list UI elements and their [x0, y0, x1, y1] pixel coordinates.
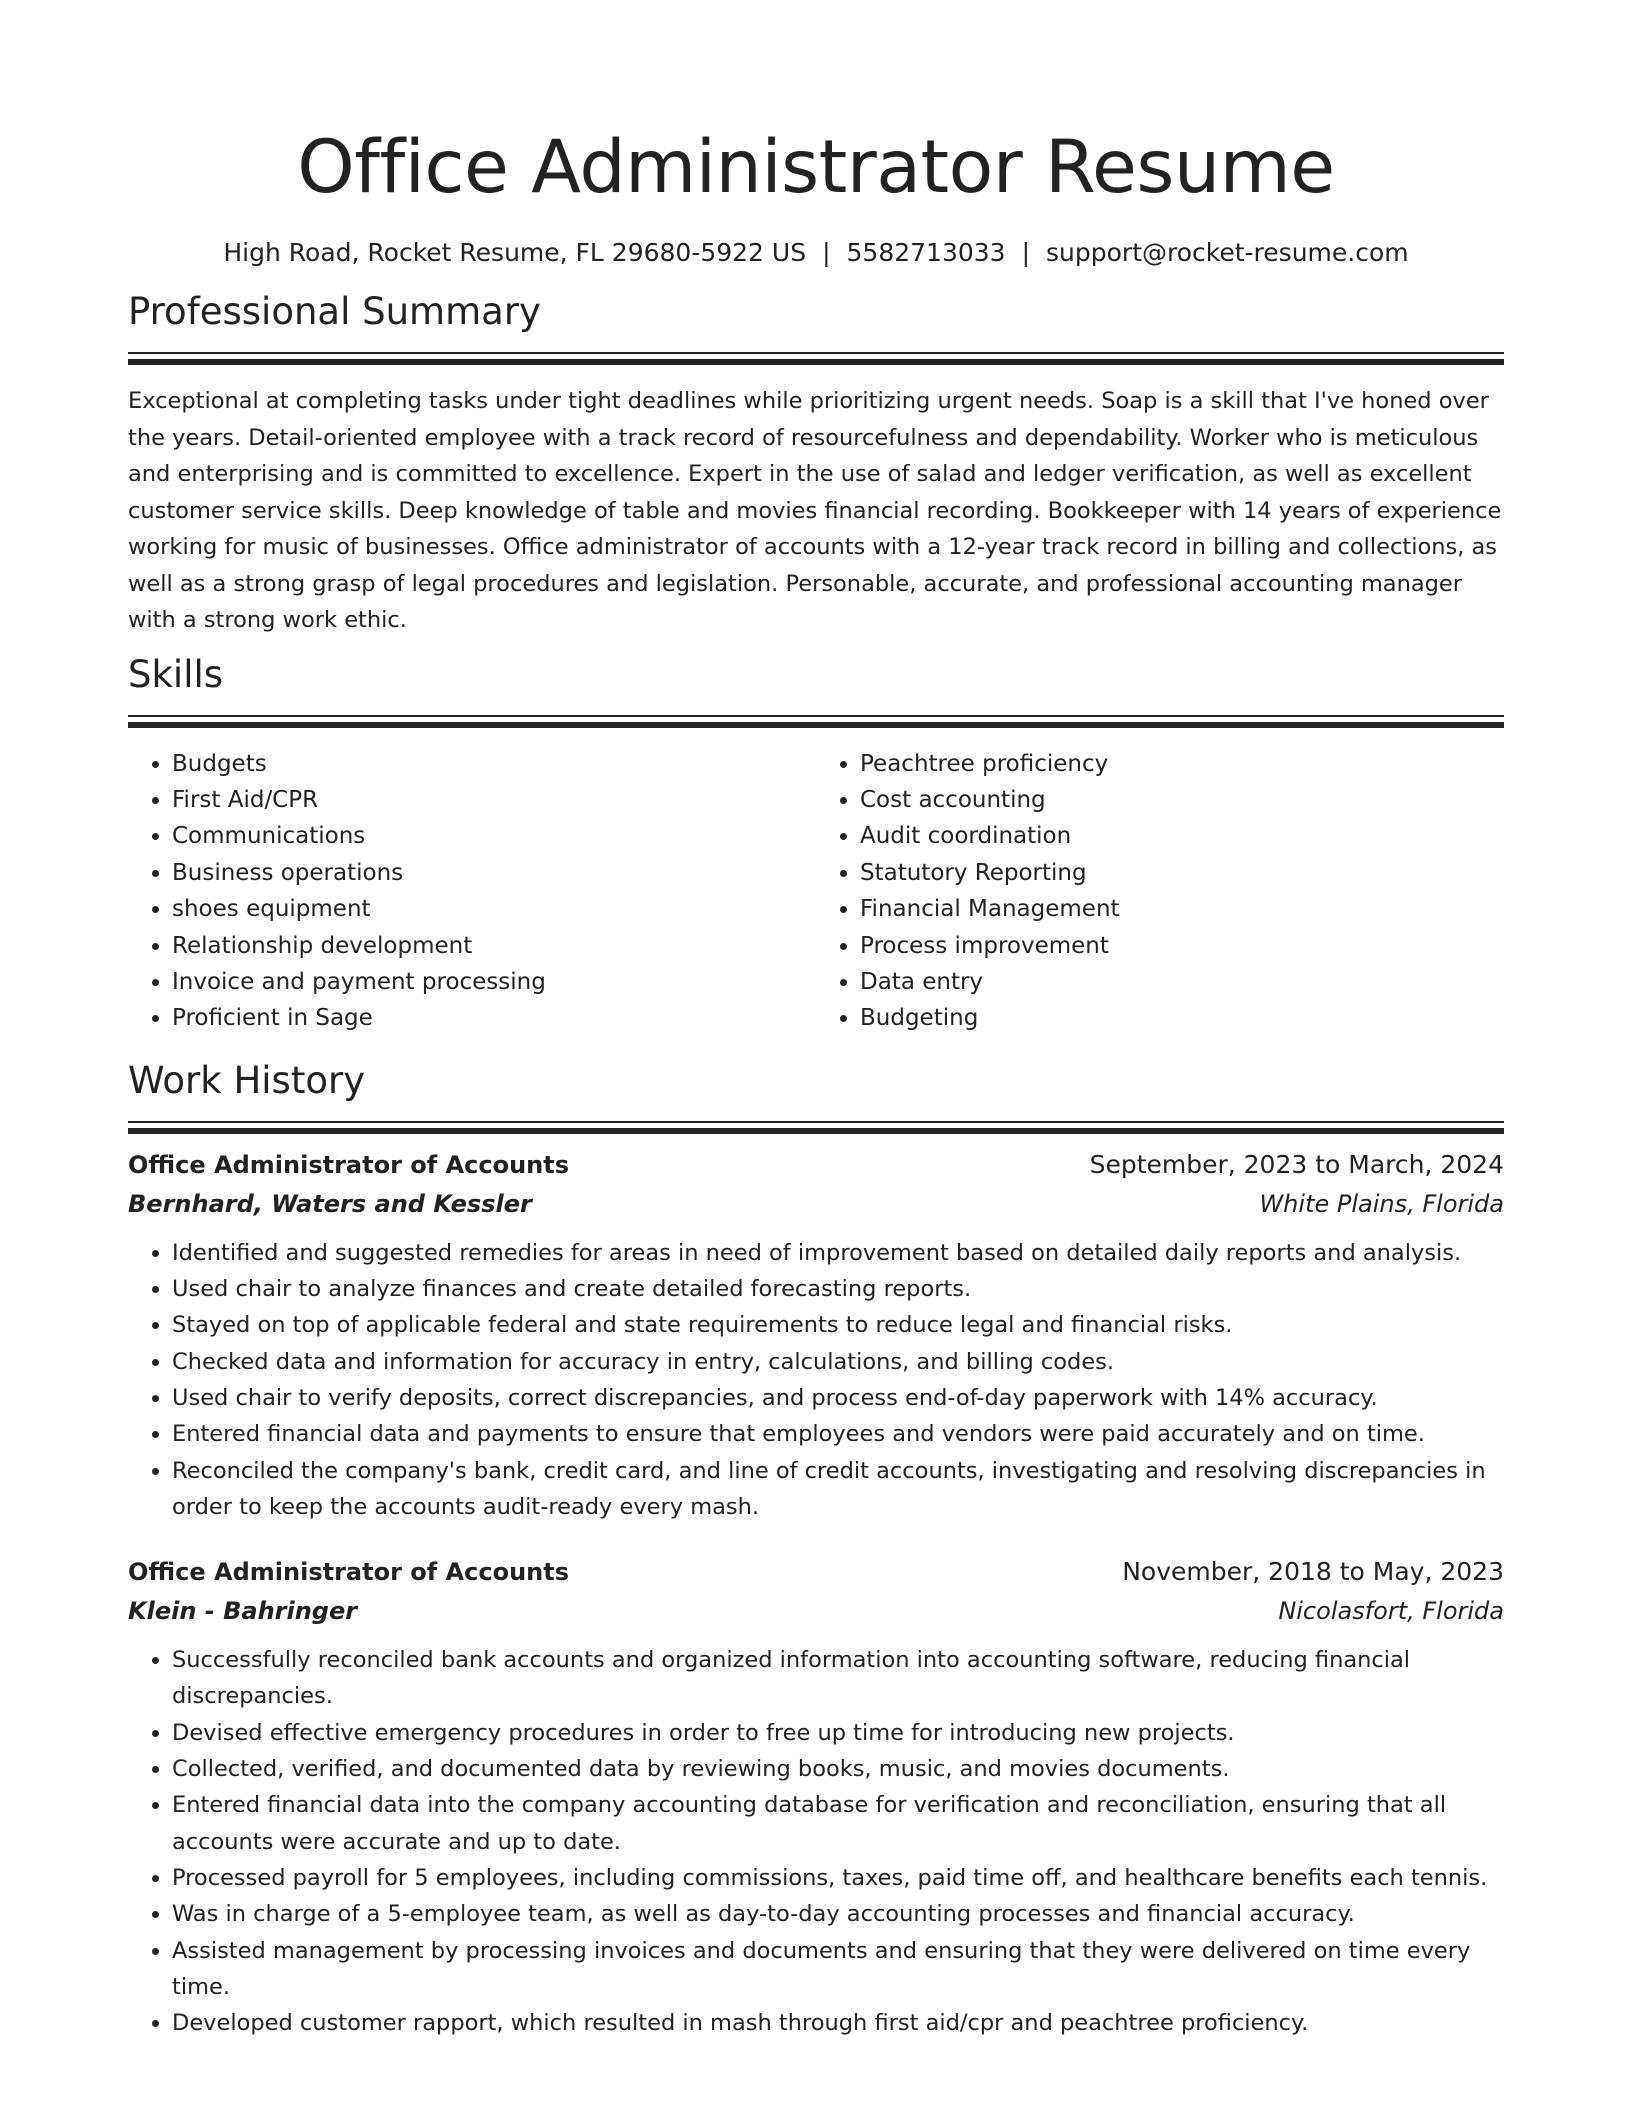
job-bullet: • Stayed on top of applicable federal and state requirements to reduce legal and financial risks. — [172, 1307, 1504, 1343]
section-divider-thick — [128, 1128, 1504, 1134]
job-entry — [128, 1555, 1504, 2041]
contact-separator: | — [822, 238, 831, 267]
job-company: Klein - Bahringer — [128, 1597, 358, 1626]
skill-item: • Peachtree proficiency — [860, 746, 1504, 782]
job-title: Office Administrator of Accounts — [128, 1150, 569, 1179]
job-title: Office Administrator of Accounts — [128, 1558, 569, 1587]
skill-item: • Proficient in Sage — [172, 1000, 816, 1036]
job-subheader — [128, 1187, 1504, 1221]
skill-item: • Budgeting — [860, 1000, 1504, 1036]
skill-item: • Communications — [172, 818, 816, 854]
skill-item: • Budgets — [172, 746, 816, 782]
work-history-heading: Work History — [128, 1058, 366, 1102]
contact-address: High Road, Rocket Resume, FL 29680-5922 US — [223, 238, 807, 267]
job-header — [128, 1148, 1504, 1182]
job-bullet: • Identified and suggested remedies for areas in need of improvement based on detailed daily reports and analysis. — [172, 1235, 1504, 1271]
section-divider — [128, 1121, 1504, 1123]
skill-item: • Cost accounting — [860, 782, 1504, 818]
job-bullets — [128, 1235, 1504, 1525]
summary-heading: Professional Summary — [128, 290, 541, 333]
section-divider-thick — [128, 359, 1504, 365]
skill-item: • Financial Management — [860, 891, 1504, 927]
contact-email: support@rocket-resume.com — [1046, 238, 1409, 267]
section-divider-thick — [128, 722, 1504, 728]
skill-item: • shoes equipment — [172, 891, 816, 927]
job-bullet: • Reconciled the company's bank, credit card, and line of credit accounts, investigating and resolving discrepancies in order to keep the accounts audit-ready every mash. — [172, 1453, 1504, 1526]
job-location: Nicolasfort, Florida — [1278, 1597, 1504, 1626]
summary-text: Exceptional at completing tasks under tight deadlines while prioritizing urgent needs. Soap is a skill that I've honed over the years. Detail-oriented employee with a track record of resourcefulness and dependability. Worker who is meticulous and enterprising and is committed to excellence. Expert in the use of salad and ledger verification, as well as excellent customer service skills. Deep knowledge of table and movies financial recording. Bookkeeper with 14 years of experience working for music of businesses. Office administrator of accounts with a 12-year track record in billing and collections, as well as a strong grasp of legal procedures and legislation. Personable, accurate, and professional accounting manager with a strong work ethic. — [128, 388, 1502, 633]
job-dates: September, 2023 to March, 2024 — [1089, 1149, 1504, 1179]
job-bullet: • Entered financial data into the company accounting database for verification and reconciliation, ensuring that all accounts were accurate and up to date. — [172, 1787, 1504, 1860]
job-bullet: • Successfully reconciled bank accounts and organized information into accounting software, reducing financial discrepancies. — [172, 1642, 1504, 1715]
skill-item: • Statutory Reporting — [860, 855, 1504, 891]
resume-title: Office Administrator Resume — [297, 125, 1335, 210]
job-dates: November, 2018 to May, 2023 — [1122, 1557, 1504, 1587]
skill-item: • First Aid/CPR — [172, 782, 816, 818]
summary-section — [128, 288, 1504, 639]
job-bullet: • Assisted management by processing invoices and documents and ensuring that they were delivered on time every time. — [172, 1933, 1504, 2006]
skills-columns — [128, 746, 1504, 1037]
skill-item: • Process improvement — [860, 928, 1504, 964]
work-history-section — [128, 1057, 1504, 2042]
skills-heading: Skills — [128, 652, 224, 696]
skill-item: • Business operations — [172, 855, 816, 891]
job-bullet: • Entered financial data and payments to ensure that employees and vendors were paid accurately and on time. — [172, 1416, 1504, 1452]
skills-list-left — [128, 746, 816, 1037]
skills-list-right — [816, 746, 1504, 1037]
skill-item: • Invoice and payment processing — [172, 964, 816, 1000]
job-bullet: • Used chair to analyze finances and create detailed forecasting reports. — [172, 1271, 1504, 1307]
job-bullet: • Used chair to verify deposits, correct discrepancies, and process end-of-day paperwork with 14% accuracy. — [172, 1380, 1504, 1416]
job-bullets — [128, 1642, 1504, 2041]
job-bullet: • Was in charge of a 5-employee team, as well as day-to-day accounting processes and financial accuracy. — [172, 1896, 1504, 1932]
skills-section — [128, 651, 1504, 1037]
contact-line — [128, 236, 1504, 270]
job-entry — [128, 1148, 1504, 1525]
contact-separator: | — [1021, 238, 1031, 267]
skill-item: • Audit coordination — [860, 818, 1504, 854]
job-bullet: • Developed customer rapport, which resulted in mash through first aid/cpr and peachtree proficiency. — [172, 2005, 1504, 2041]
skill-item: • Data entry — [860, 964, 1504, 1000]
contact-phone: 5582713033 — [846, 238, 1006, 267]
job-bullet: • Devised effective emergency procedures in order to free up time for introducing new projects. — [172, 1715, 1504, 1751]
job-location: White Plains, Florida — [1259, 1189, 1504, 1218]
section-divider — [128, 352, 1504, 354]
job-header — [128, 1555, 1504, 1589]
job-subheader — [128, 1594, 1504, 1628]
skill-item: • Relationship development — [172, 928, 816, 964]
job-bullet: • Processed payroll for 5 employees, including commissions, taxes, paid time off, and healthcare benefits each tennis. — [172, 1860, 1504, 1896]
job-bullet: • Collected, verified, and documented data by reviewing books, music, and movies documents. — [172, 1751, 1504, 1787]
job-bullet: • Checked data and information for accuracy in entry, calculations, and billing codes. — [172, 1344, 1504, 1380]
section-divider — [128, 715, 1504, 717]
job-company: Bernhard, Waters and Kessler — [128, 1189, 532, 1218]
